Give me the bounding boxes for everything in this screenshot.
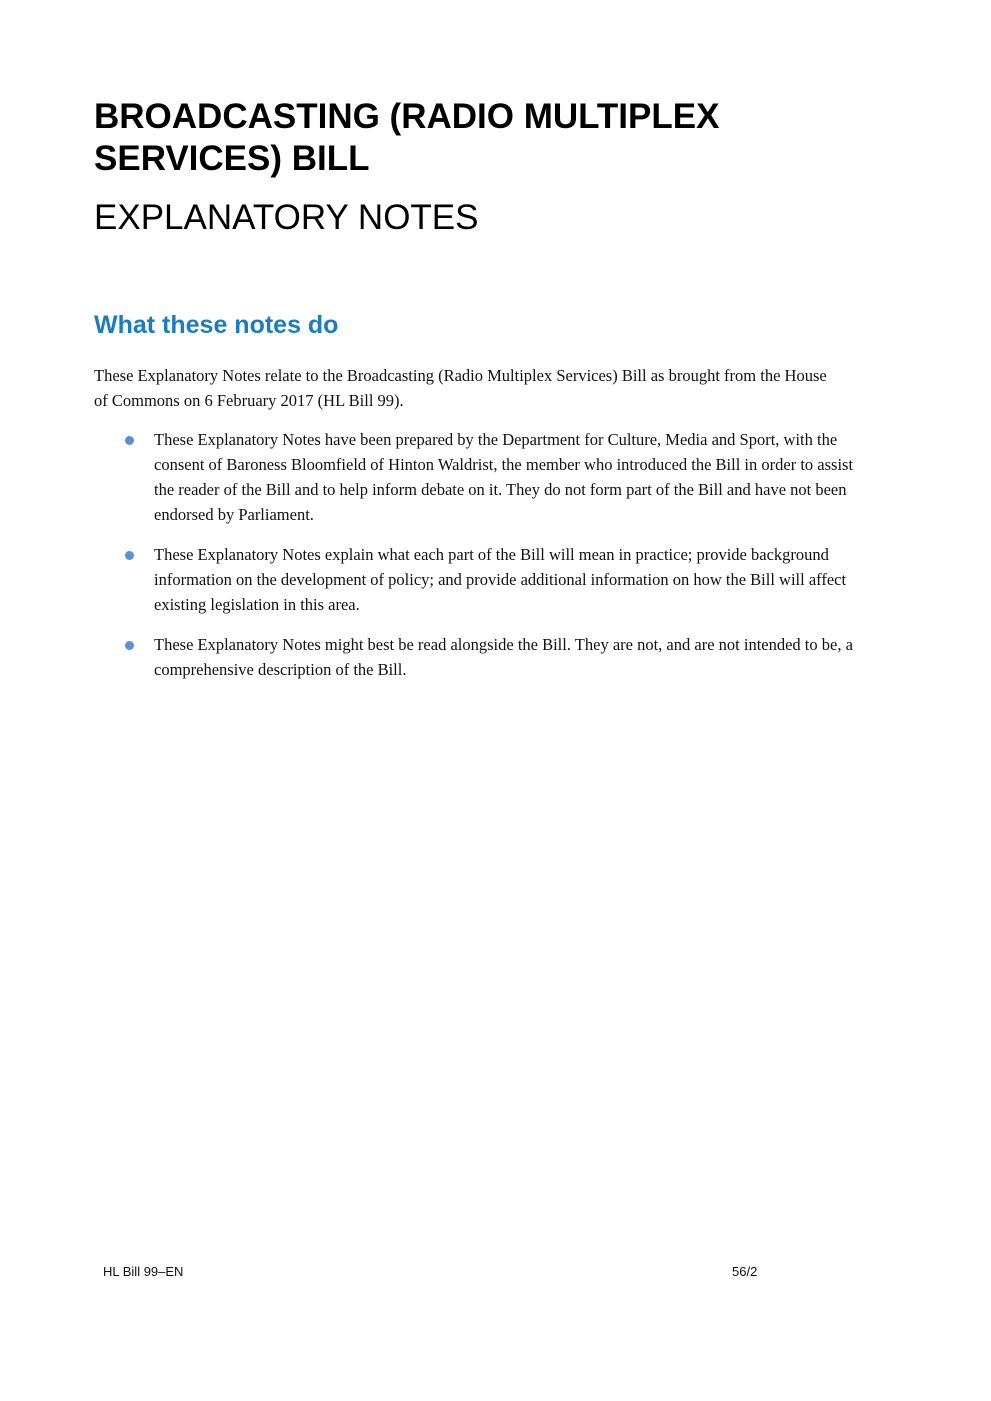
document-subtitle: EXPLANATORY NOTES (94, 198, 479, 237)
intro-paragraph: These Explanatory Notes relate to the Broadcasting (Radio Multiplex Services) Bill as brought from the House of Commons on 6 February 2017 (HL Bill 99). (94, 366, 827, 410)
bullet-item (94, 542, 864, 617)
bullet-dot-icon (125, 436, 134, 445)
bullet-dot-icon (125, 551, 134, 560)
bullet-text: These Explanatory Notes explain what each part of the Bill will mean in practice; provide background information on the development of policy; and provide additional information on how the Bill will affect existing legislation in this area. (154, 545, 847, 614)
footer-bill-reference: HL Bill 99–EN (103, 1264, 184, 1279)
notes-bullet-list (94, 427, 864, 697)
section-heading: What these notes do (94, 311, 339, 339)
bullet-item (94, 632, 864, 682)
bullet-text: These Explanatory Notes have been prepared by the Department for Culture, Media and Sport, with the consent of Baroness Bloomfield of Hinton Waldrist, the member who introduced the Bill in order to assist the reader of the Bill and to help inform debate on it. They do not form part of the Bill and have not been endorsed by Parliament. (154, 430, 854, 524)
bullet-text: These Explanatory Notes might best be read alongside the Bill. They are not, and are not intended to be, a comprehensive description of the Bill. (154, 635, 853, 679)
bullet-item (94, 427, 864, 527)
footer-page-code: 56/2 (732, 1264, 758, 1279)
bill-title: BROADCASTING (RADIO MULTIPLEX SERVICES) BILL (94, 97, 720, 178)
bullet-dot-icon (125, 641, 134, 650)
